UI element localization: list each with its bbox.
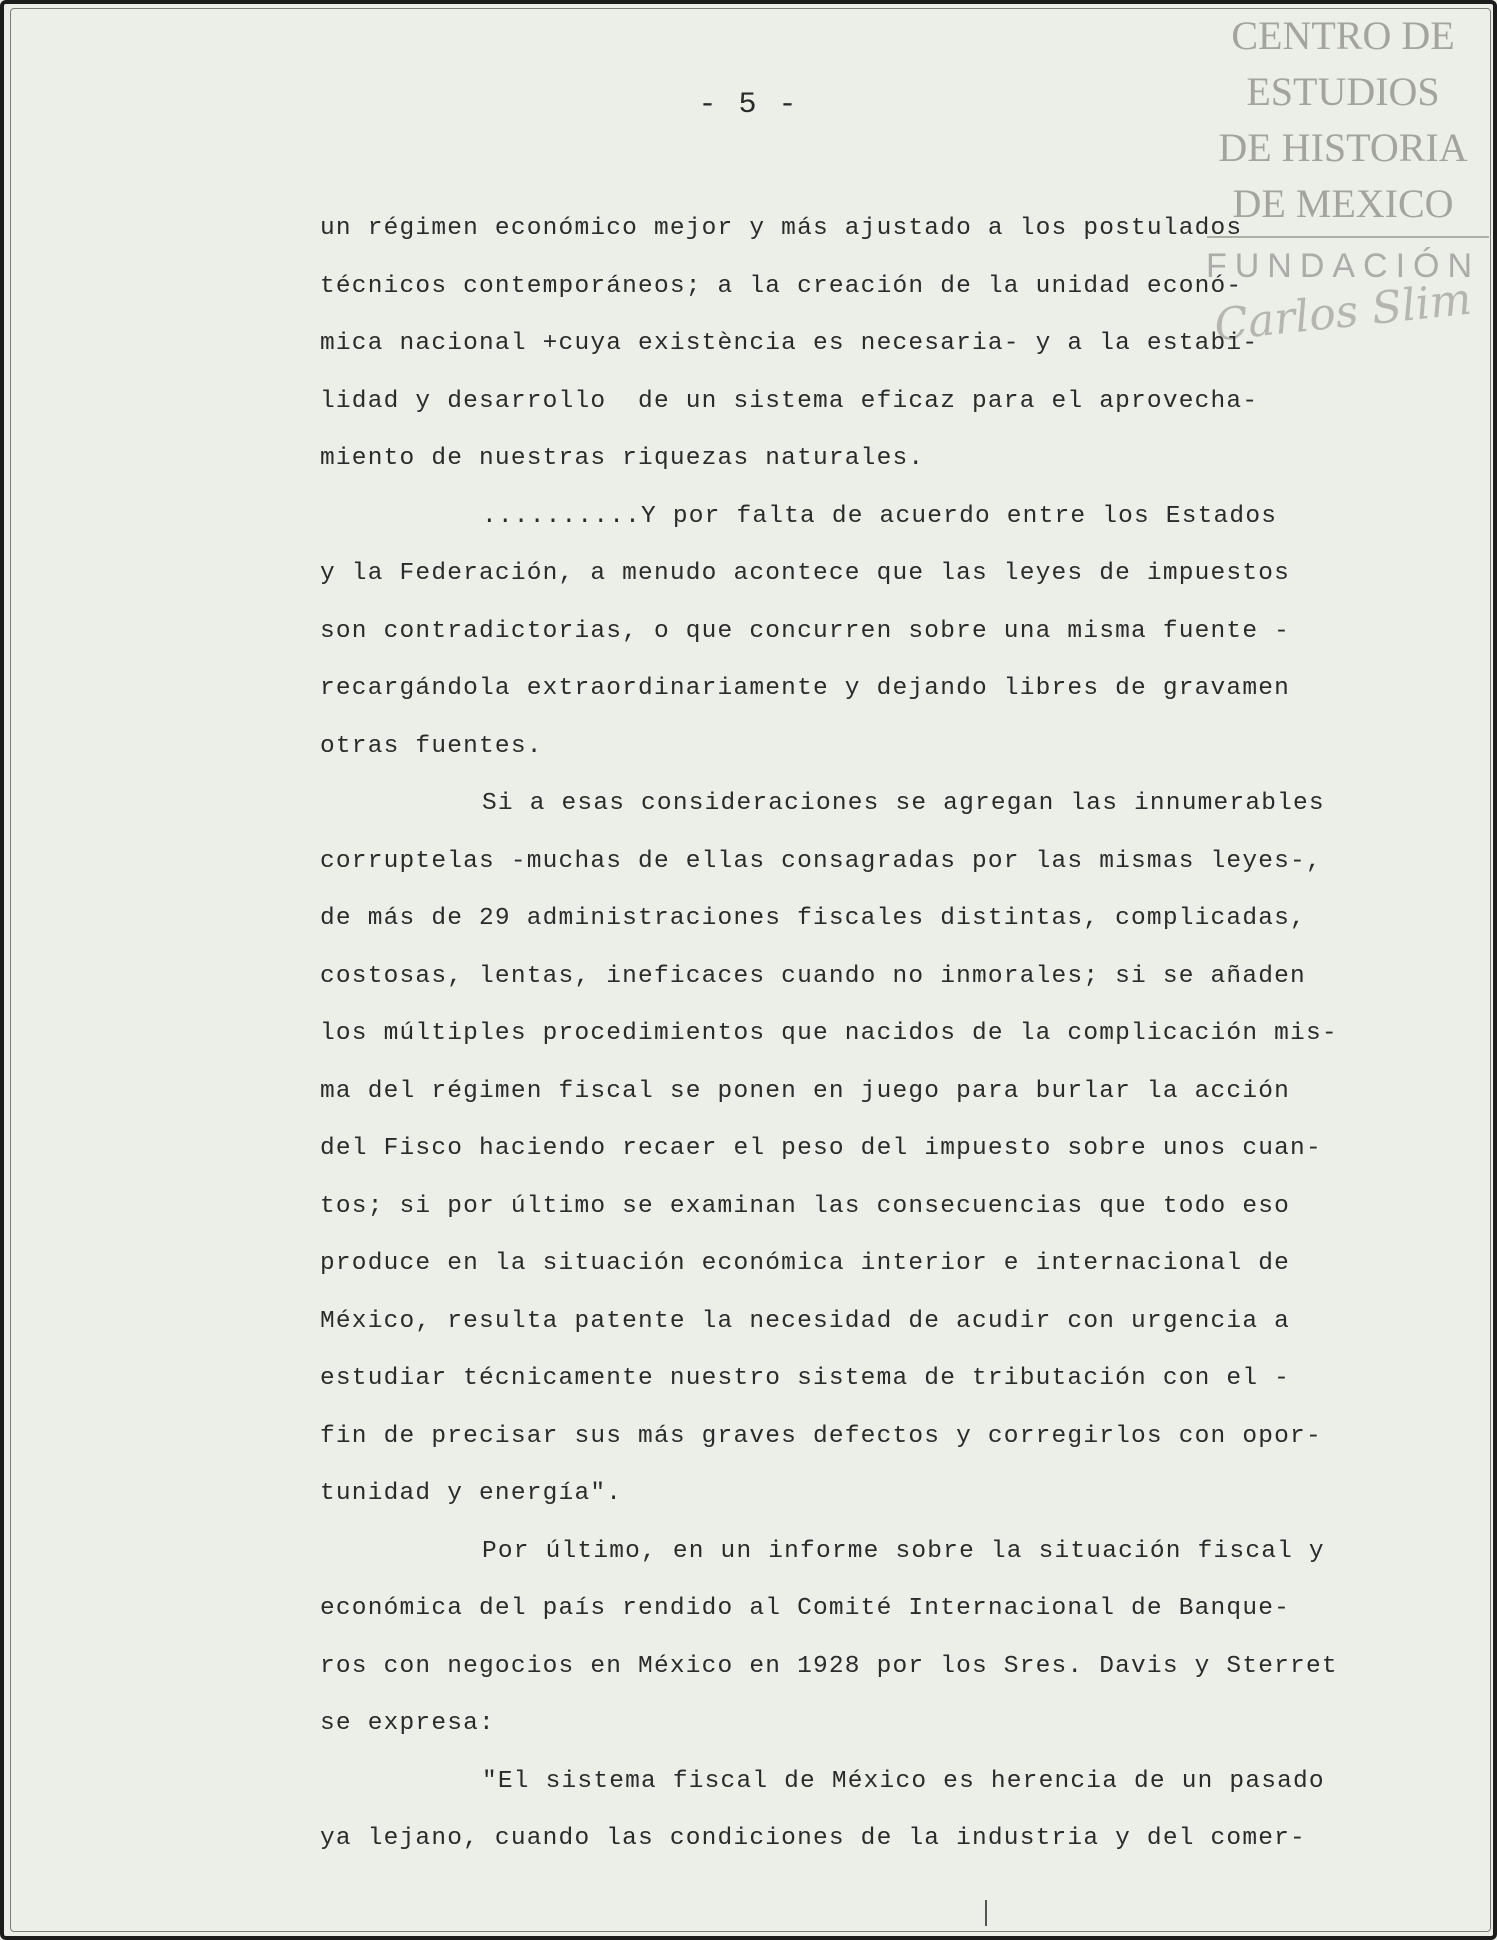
- text-line: económica del país rendido al Comité Internacional de Banque-: [320, 1595, 1291, 1622]
- text-line: mica nacional +cuya existència es necesaria- y a la estabi-: [320, 330, 1259, 357]
- binding-mark: [985, 1900, 987, 1926]
- text-line: tos; si por último se examinan las consecuencias que todo eso: [320, 1192, 1291, 1220]
- text-line: México, resulta patente la necesidad de acudir con urgencia a: [320, 1307, 1291, 1335]
- document-body: [320, 200, 1450, 1868]
- watermark-line-1: CENTRO DE: [1231, 13, 1455, 58]
- watermark-line-2: ESTUDIOS: [1246, 69, 1440, 114]
- text-line: Por último, en un informe sobre la situación fiscal y: [482, 1537, 1325, 1565]
- text-line: un régimen económico mejor y más ajustado a los postulados: [320, 215, 1243, 242]
- text-line: recargándola extraordinariamente y dejando libres de gravamen: [320, 675, 1291, 702]
- text-line: Si a esas consideraciones se agregan las innumerables: [482, 790, 1325, 817]
- watermark-line-3: DE HISTORIA: [1218, 125, 1468, 170]
- text-line: y la Federación, a menudo acontece que las leyes de impuestos: [320, 560, 1291, 587]
- text-line: produce en la situación económica interior e internacional de: [320, 1250, 1291, 1277]
- text-line: ros con negocios en México en 1928 por los Sres. Davis y Sterret: [320, 1652, 1338, 1680]
- text-line: ya lejano, cuando las condiciones de la industria y del comer-: [320, 1825, 1306, 1852]
- text-line: estudiar técnicamente nuestro sistema de tributación con el -: [320, 1365, 1291, 1392]
- text-line: tunidad y energía".: [320, 1480, 623, 1507]
- text-line: se expresa:: [320, 1710, 495, 1737]
- watermark-line-4: DE MEXICO: [1232, 181, 1454, 226]
- text-line: del Fisco haciendo recaer el peso del impuesto sobre unos cuan-: [320, 1135, 1322, 1162]
- text-line: costosas, lentas, ineficaces cuando no inmorales; si se añaden: [320, 962, 1306, 990]
- text-line: lidad y desarrollo de un sistema eficaz para el aprovecha-: [320, 387, 1259, 415]
- text-line: los múltiples procedimientos que nacidos de la complicación mis-: [320, 1020, 1338, 1047]
- text-line: son contradictorias, o que concurren sobre una misma fuente -: [320, 617, 1291, 645]
- text-line: corruptelas -muchas de ellas consagradas por las mismas leyes-,: [320, 847, 1322, 875]
- text-line: otras fuentes.: [320, 732, 543, 760]
- text-line: de más de 29 administraciones fiscales distintas, complicadas,: [320, 905, 1306, 932]
- text-line: fin de precisar sus más graves defectos y corregirlos con opor-: [320, 1422, 1322, 1450]
- watermark-signature: Carlos Slim: [1211, 273, 1474, 352]
- text-line: ..........Y por falta de acuerdo entre los Estados: [482, 502, 1278, 530]
- text-line: ma del régimen fiscal se ponen en juego para burlar la acción: [320, 1077, 1291, 1105]
- text-line: miento de nuestras riquezas naturales.: [320, 445, 925, 472]
- text-line: "El sistema fiscal de México es herencia de un pasado: [482, 1767, 1325, 1795]
- text-line: técnicos contemporáneos; a la creación de la unidad econó-: [320, 272, 1243, 300]
- page-number: - 5 -: [698, 88, 799, 122]
- watermark-line-5: FUNDACIÓN: [1205, 247, 1481, 285]
